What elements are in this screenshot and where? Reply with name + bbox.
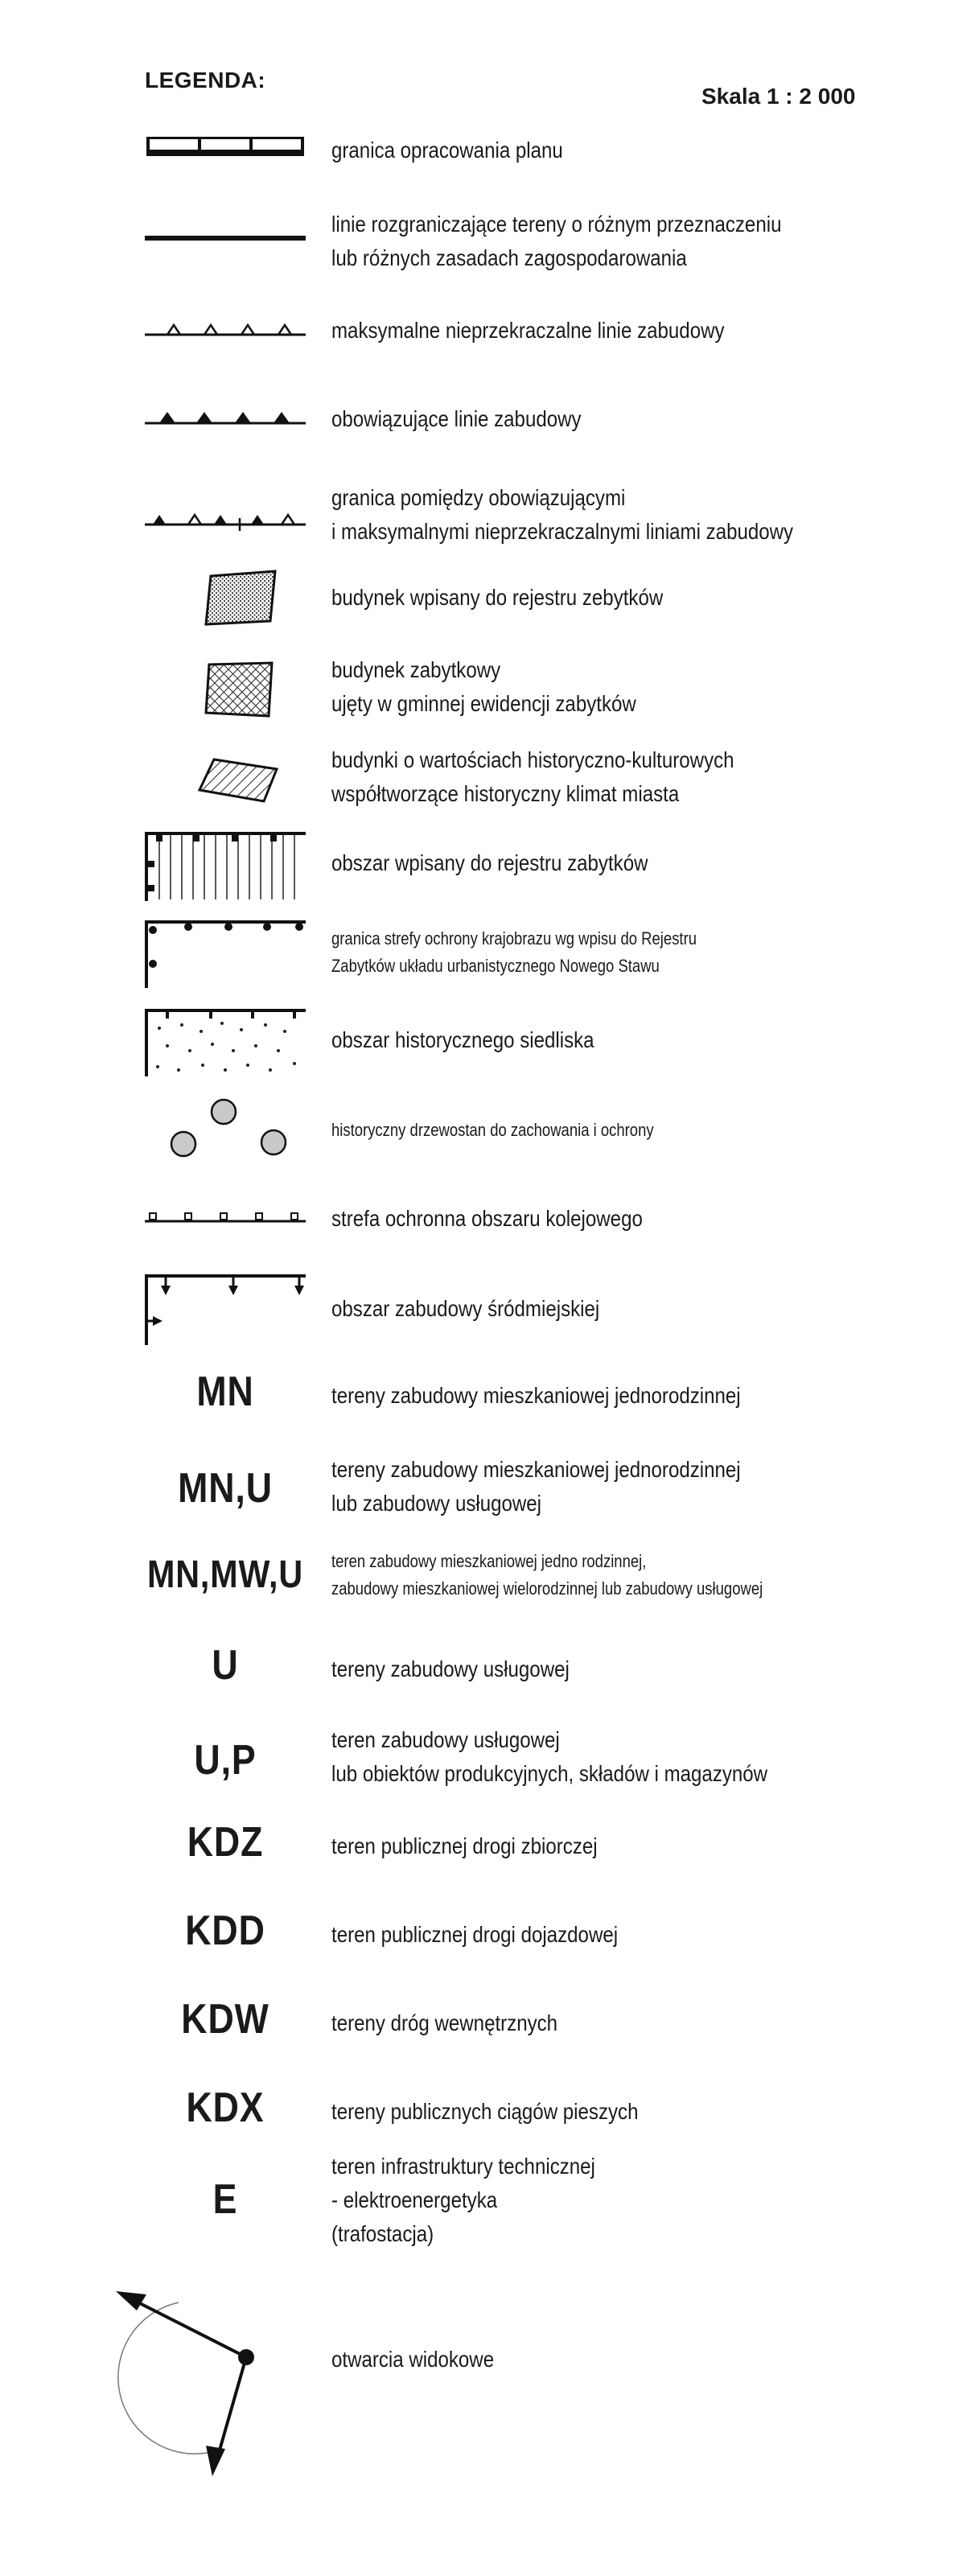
- legend-item-mixed-building-line: granica pomiędzy obowiązującymi i maksymalnymi nieprzekraczalnymi liniami zabudowy: [331, 485, 794, 544]
- scale-label: Skala 1 : 2 000: [701, 84, 856, 109]
- zone-desc-kdz: teren publicznej drogi zbiorczej: [331, 1833, 598, 1858]
- zone-code-u: U: [212, 1642, 239, 1689]
- landscape-protection-zone-symbol: [142, 917, 306, 990]
- zone-desc-mnmwu: teren zabudowy mieszkaniowej jedno rodzinnej, zabudowy mieszkaniowej wielorodzinnej lub zabudowy usługowej: [331, 1551, 763, 1599]
- legend-item-historic-trees: historyczny drzewostan do zachowania i ochrony: [331, 1120, 654, 1140]
- zone-desc-kdw: tereny dróg wewnętrznych: [331, 2010, 558, 2035]
- historic-value-building-symbol: [196, 755, 285, 806]
- registered-monument-building-symbol: [201, 570, 282, 626]
- zone-desc-mn: tereny zabudowy mieszkaniowej jednorodzinnej: [331, 1383, 741, 1408]
- listed-monument-building-symbol: [201, 660, 282, 718]
- registered-monument-area-symbol: [142, 829, 306, 901]
- zone-code-up: U,P: [194, 1737, 257, 1784]
- view-openings-symbol: [105, 2269, 298, 2478]
- mixed-building-line-symbol: [145, 508, 306, 533]
- legend-item-downtown-area: obszar zabudowy śródmiejskiej: [331, 1296, 600, 1321]
- zone-desc-u: tereny zabudowy usługowej: [331, 1656, 570, 1681]
- zone-code-mnmwu: MN,MW,U: [146, 1553, 304, 1596]
- legend-item-listed-monument-building: budynek zabytkowy ujęty w gminnej ewidencji zabytków: [331, 657, 636, 716]
- legend-item-mandatory-building-line: obowiązujące linie zabudowy: [331, 406, 582, 431]
- zone-code-mnu: MN,U: [178, 1465, 273, 1512]
- legend-item-demarcation: linie rozgraniczające tereny o różnym przeznaczeniu lub różnych zasadach zagospodarowania: [331, 212, 782, 270]
- zone-code-e: E: [212, 2176, 238, 2223]
- legend-item-plan-boundary: granica opracowania planu: [331, 138, 563, 163]
- max-building-line-symbol: [145, 319, 306, 338]
- legend-item-historic-settlement-area: obszar historycznego siedliska: [331, 1027, 594, 1052]
- plan-boundary-line-symbol: [145, 129, 306, 161]
- zone-code-kdx: KDX: [186, 2084, 265, 2131]
- zone-code-kdz: KDZ: [187, 1819, 264, 1866]
- zone-desc-e: teren infrastruktury technicznej - elektroenergetyka (trafostacja): [331, 2154, 595, 2246]
- zone-desc-up: teren zabudowy usługowej lub obiektów produkcyjnych, składów i magazynów: [331, 1727, 768, 1786]
- zone-desc-mnu: tereny zabudowy mieszkaniowej jednorodzinnej lub zabudowy usługowej: [331, 1457, 741, 1516]
- zone-code-kdd: KDD: [185, 1907, 265, 1954]
- legend-title: LEGENDA:: [145, 68, 266, 93]
- zone-code-mn: MN: [196, 1368, 254, 1415]
- railway-protection-zone-symbol: [145, 1207, 306, 1226]
- historic-settlement-area-symbol: [142, 1006, 306, 1078]
- legend-item-historic-value-building: budynki o wartościach historyczno-kulturowych współtworzące historyczny klimat miasta: [331, 747, 734, 806]
- mandatory-building-line-symbol: [145, 407, 306, 426]
- legend-item-registered-monument-building: budynek wpisany do rejestru zebytków: [331, 585, 664, 610]
- demarcation-line-symbol: [145, 233, 306, 243]
- downtown-area-symbol: [142, 1271, 311, 1347]
- legend-item-railway-protection-zone: strefa ochronna obszaru kolejowego: [331, 1206, 643, 1231]
- zone-code-kdw: KDW: [181, 1996, 269, 2043]
- zone-desc-kdx: tereny publicznych ciągów pieszych: [331, 2099, 639, 2124]
- legend-item-view-openings: otwarcia widokowe: [331, 2347, 495, 2372]
- legend-item-max-building-line: maksymalne nieprzekraczalne linie zabudowy: [331, 318, 725, 343]
- zone-desc-kdd: teren publicznej drogi dojazdowej: [331, 1922, 619, 1947]
- legend-item-landscape-protection-zone: granica strefy ochrony krajobrazu wg wpisu do Rejestru Zabytków układu urbanistycznego Nowego Stawu: [331, 928, 697, 976]
- historic-trees-symbol: [164, 1094, 298, 1167]
- legend-item-registered-monument-area: obszar wpisany do rejestru zabytków: [331, 850, 648, 875]
